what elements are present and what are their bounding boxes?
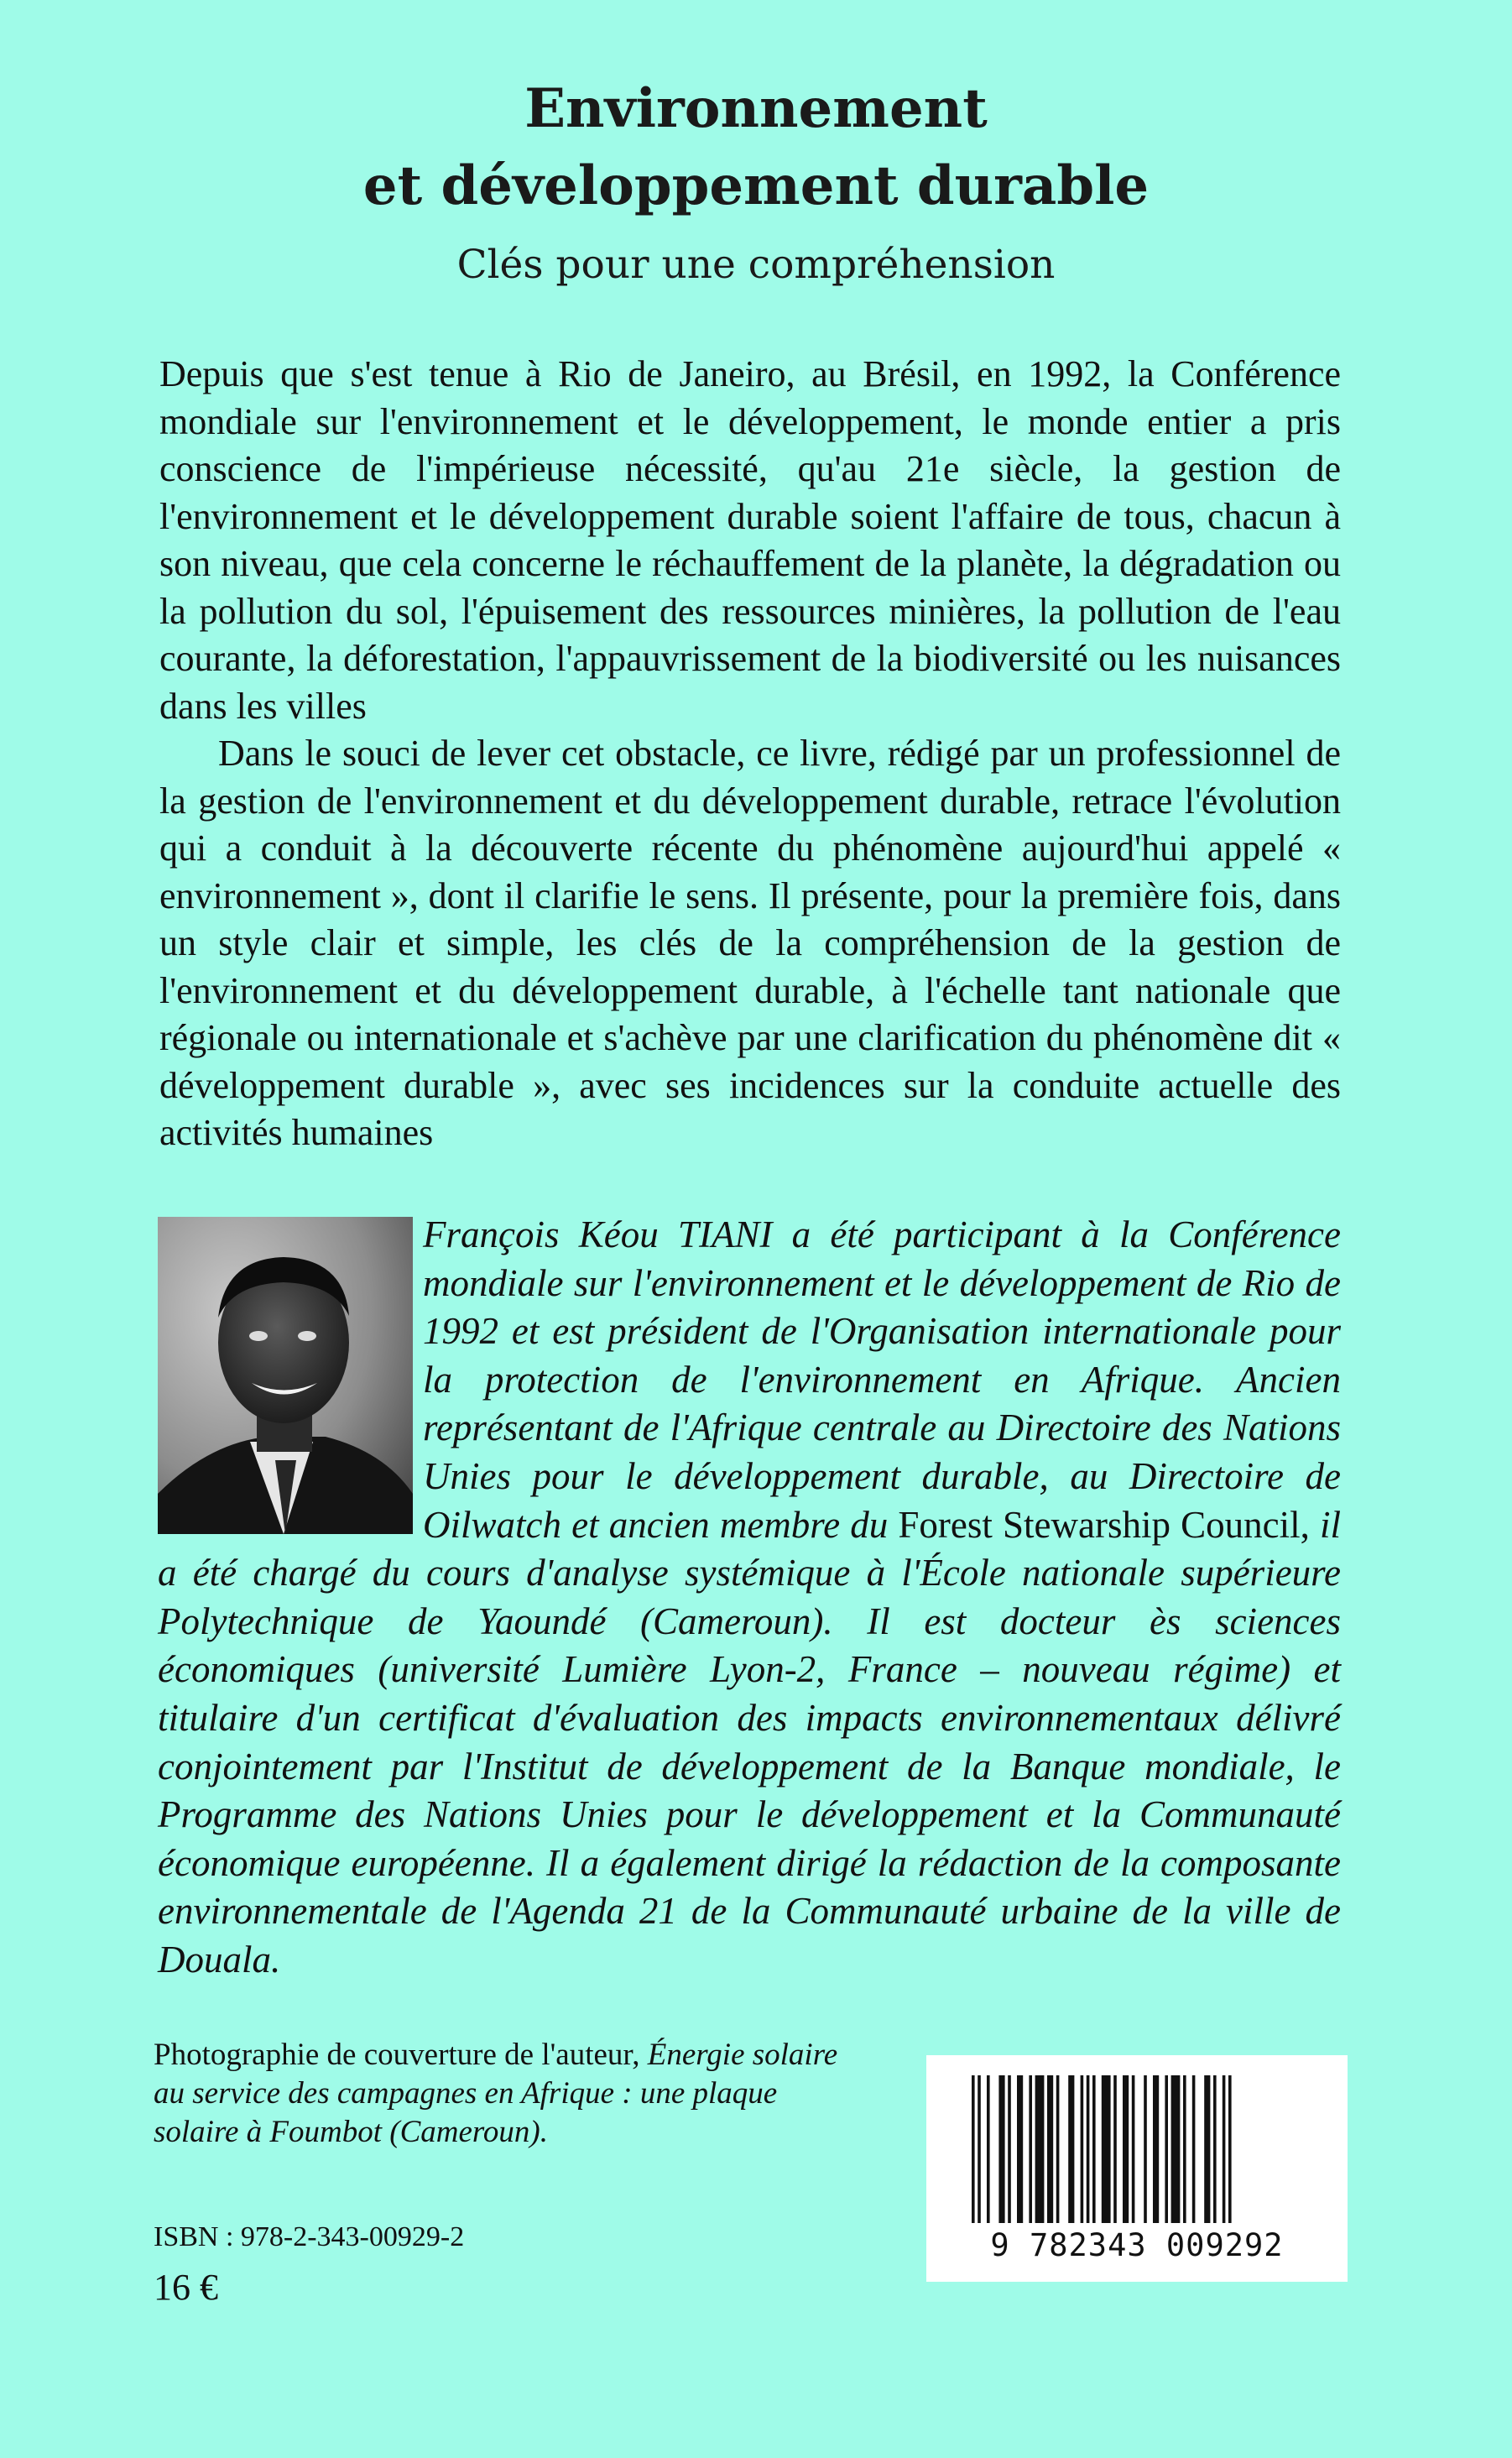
- caption-prefix: Photographie de couverture de l'auteur,: [154, 2038, 640, 2072]
- barcode-bar: [1087, 2075, 1090, 2223]
- barcode: [926, 2055, 1348, 2282]
- barcode-bar: [1008, 2075, 1011, 2223]
- barcode-bar: [1092, 2075, 1096, 2223]
- barcode-bars: [972, 2075, 1302, 2223]
- barcode-bar: [1081, 2075, 1084, 2223]
- barcode-bar: [972, 2075, 975, 2223]
- barcode-bar: [1113, 2075, 1117, 2223]
- book-title-line1: Environnement: [524, 77, 988, 140]
- barcode-bar: [1132, 2075, 1135, 2223]
- barcode-bar: [1223, 2075, 1226, 2223]
- barcode-bar: [1183, 2075, 1186, 2223]
- barcode-bar: [1102, 2075, 1111, 2223]
- author-bio-organization: Forest Stewarship Council,: [898, 1503, 1310, 1546]
- isbn: ISBN : 978-2-343-00929-2: [154, 2221, 465, 2252]
- barcode-bar: [1144, 2075, 1147, 2223]
- barcode-bar: [1056, 2075, 1060, 2223]
- author-bio-part2: il a été chargé du cours d'analyse systémique à l'École nationale supérieure Polytechnique de Yaoundé (Cameroun). Il est docteur ès sciences économiques (université Lumière Lyon-2, France – nouveau régime) et titulaire d'un certificat d'évaluation des impacts environnementaux délivré conjointement par l'Institut de développement de la Banque mondiale, le Programme des Nations Unies pour le développement et la Communauté économique européenne. Il a également dirigé la rédaction de la composante environnementale de l'Agenda 21 de la Communauté urbaine de la ville de Douala.: [158, 1503, 1342, 1980]
- price: 16 €: [154, 2267, 218, 2308]
- summary-text: [159, 351, 1341, 1157]
- barcode-bar: [1165, 2075, 1168, 2223]
- barcode-bar: [1029, 2075, 1032, 2223]
- barcode-bar: [1213, 2075, 1217, 2223]
- barcode-bar: [1047, 2075, 1053, 2223]
- barcode-bar: [987, 2075, 990, 2223]
- barcode-bar: [1017, 2075, 1023, 2223]
- author-photo: [158, 1217, 413, 1534]
- barcode-bar: [1228, 2075, 1232, 2223]
- summary-paragraph-2: Dans le souci de lever cet obstacle, ce livre, rédigé par un professionnel de la gestion de l'environnement et du développement durable, retrace l'évolution qui a conduit à la découverte récente du phénomène aujourd'hui appelé « environnement », dont il clarifie le sens. Il présente, pour la première fois, dans un style clair et simple, les clés de la compréhension de la gestion de l'environnement et du développement durable, à l'échelle tant nationale que régionale ou internationale et s'achève par une clarification du phénomène dit « développement durable », avec ses incidences sur la conduite actuelle des activités humaines: [159, 733, 1341, 1153]
- barcode-bar: [998, 2075, 1004, 2223]
- barcode-bar: [1035, 2075, 1045, 2223]
- caption-title: Énergie solaire au service des campagnes en Afrique : une plaque solaire à Foumbot (Cameroun).: [154, 2038, 838, 2149]
- book-title-line2: et développement durable: [362, 154, 1150, 217]
- cover-photo-caption: [154, 2036, 850, 2152]
- author-bio-part1: François Kéou TIANI a été participant à la Conférence mondiale sur l'environnement et le développement de Rio de 1992 et est président de l'Organisation internationale pour la protection de l'environnement en Afrique. Ancien représentant de l'Afrique centrale au Directoire des Nations Unies pour le développement durable, au Directoire de Oilwatch et ancien membre du: [423, 1213, 1341, 1546]
- barcode-bar: [978, 2075, 981, 2223]
- barcode-bar: [1171, 2075, 1181, 2223]
- barcode-bar: [1204, 2075, 1210, 2223]
- barcode-bar: [1192, 2075, 1196, 2223]
- barcode-bar: [1068, 2075, 1074, 2223]
- book-subtitle: Clés pour une compréhension: [456, 242, 1056, 288]
- barcode-bar: [1123, 2075, 1129, 2223]
- barcode-bar: [1153, 2075, 1159, 2223]
- barcode-number: 9 782343 009292: [990, 2227, 1284, 2263]
- summary-paragraph-1: Depuis que s'est tenue à Rio de Janeiro, au Brésil, en 1992, la Conférence mondiale sur l'environnement et le développement, le monde entier a pris conscience de l'impérieuse nécessité, qu'au 21e siècle, la gestion de l'environnement et le développement durable soient l'affaire de tous, chacun à son niveau, que cela concerne le réchauffement de la planète, la dégradation ou la pollution du sol, l'épuisement des ressources minières, la pollution de l'eau courante, la déforestation, l'appauvrissement de la biodiversité ou les nuisances dans les villes: [159, 353, 1341, 727]
